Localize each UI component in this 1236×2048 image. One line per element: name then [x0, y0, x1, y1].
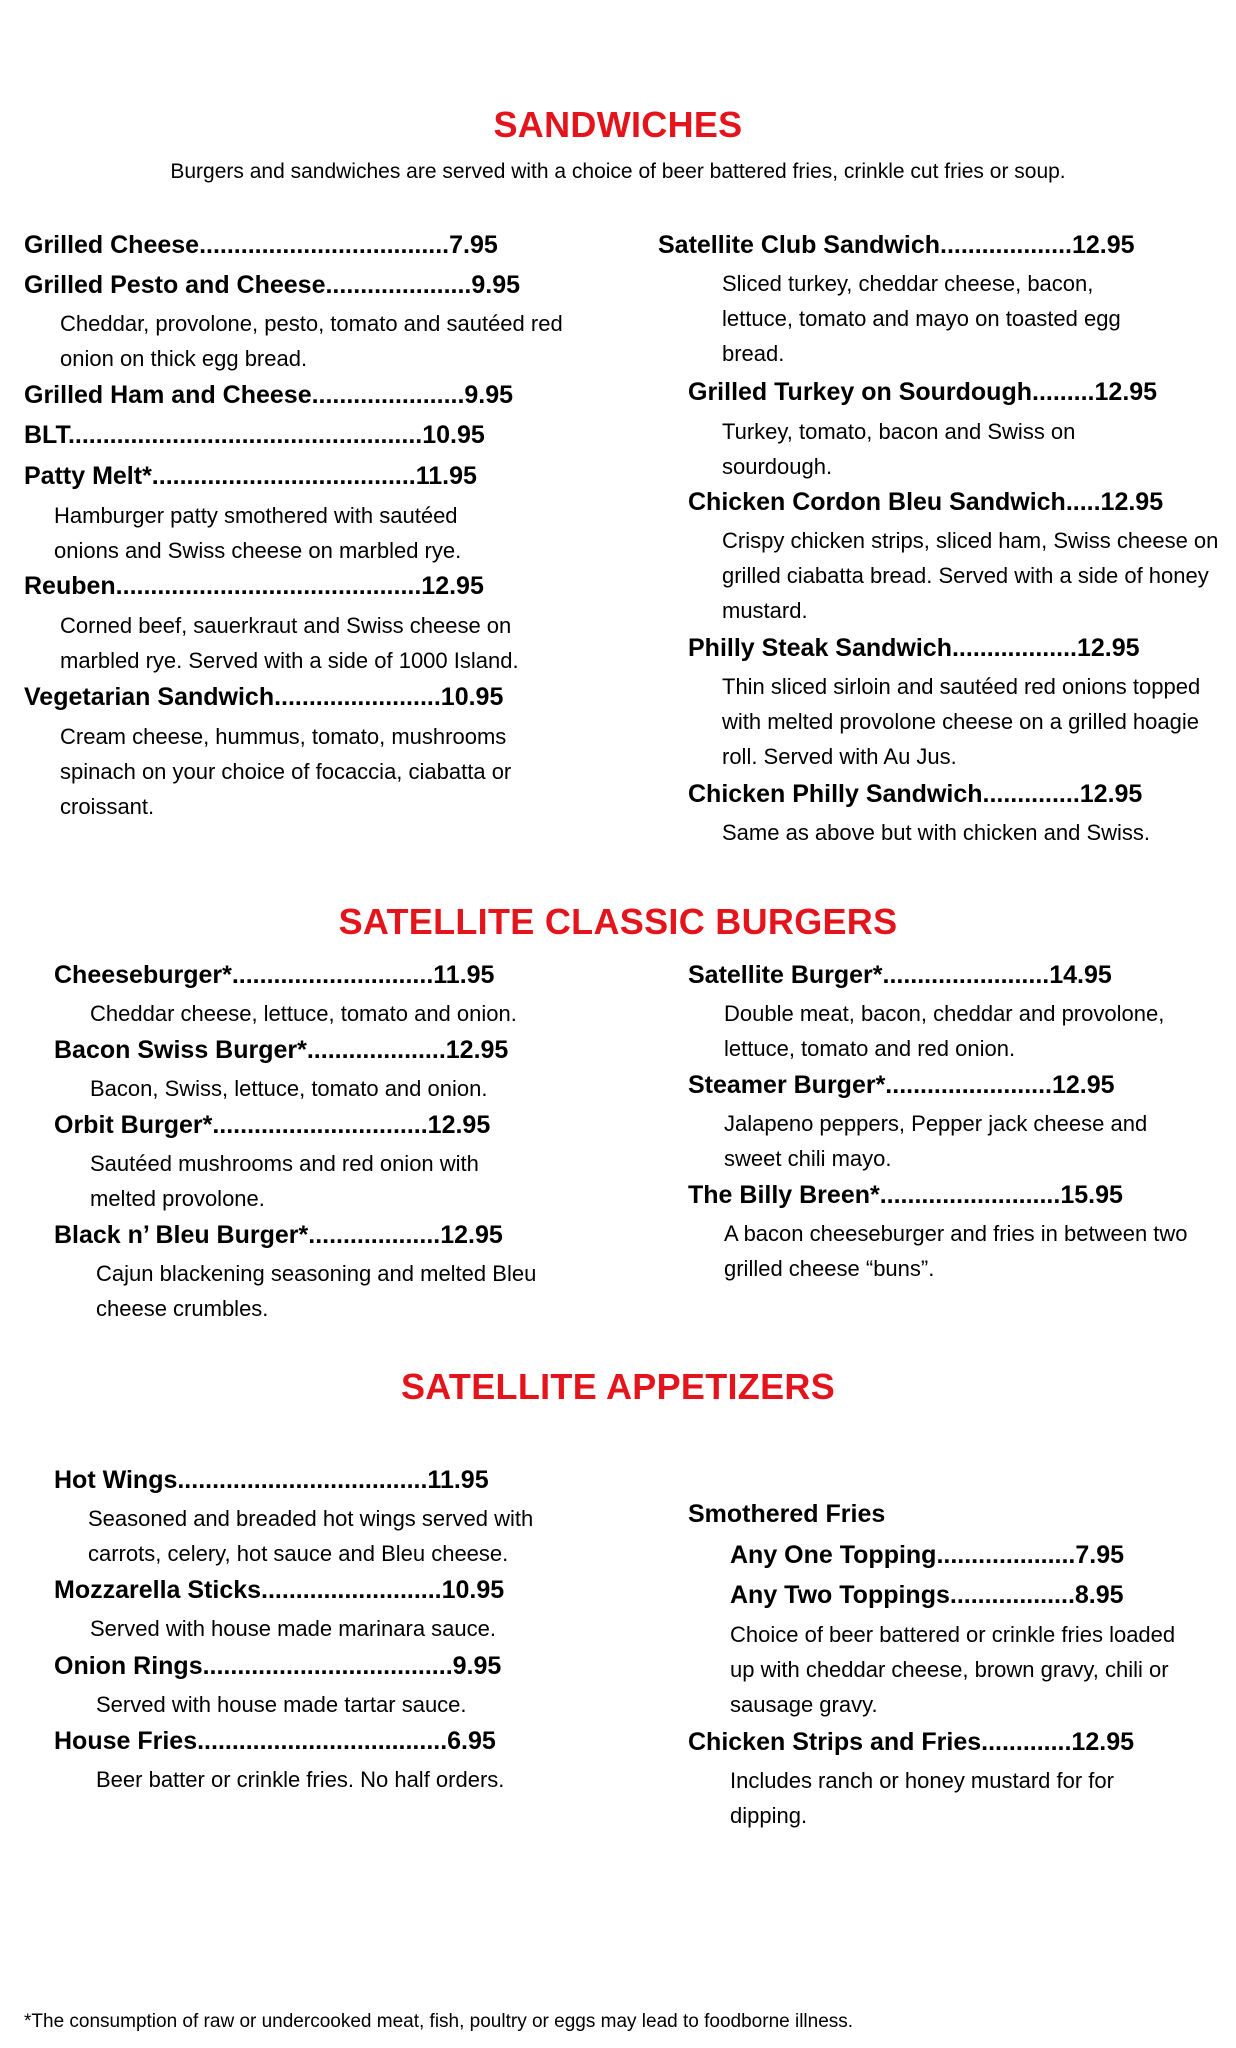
menu-item-description: Seasoned and breaded hot wings served with carrots, celery, hot sauce and Bleu cheese.: [88, 1506, 534, 1566]
menu-item-description: Cream cheese, hummus, tomato, mushrooms spinach on your choice of focaccia, ciabatta or croissant.: [60, 724, 512, 819]
appetizers-heading: SATELLITE APPETIZERS: [400, 1366, 836, 1407]
menu-item-bacon-swiss-burger: Bacon Swiss Burger*....................12.95: [54, 1036, 509, 1064]
menu-item-satellite-burger: Satellite Burger*........................14.95: [688, 961, 1112, 989]
menu-item-description: Jalapeno peppers, Pepper jack cheese and sweet chili mayo.: [724, 1111, 1148, 1171]
menu-item-description: Served with house made marinara sauce.: [90, 1616, 496, 1641]
menu-item-cheeseburger: Cheeseburger*.............................11.95: [54, 961, 495, 989]
menu-item-description: Cajun blackening seasoning and melted Bleu cheese crumbles.: [96, 1261, 537, 1321]
menu-item-mozzarella-sticks: Mozzarella Sticks..........................10.95: [54, 1576, 505, 1604]
footnote: *The consumption of raw or undercooked meat, fish, poultry or eggs may lead to foodborne illness.: [24, 2011, 854, 2032]
menu-item-black-n-bleu-burger: Black n’ Bleu Burger*...................12.95: [54, 1221, 503, 1249]
menu-item-grilled-pesto: Grilled Pesto and Cheese.....................9.95: [24, 271, 521, 299]
menu-item-vegetarian: Vegetarian Sandwich........................10.95: [24, 683, 504, 711]
menu-item-grilled-ham: Grilled Ham and Cheese......................9.95: [24, 381, 514, 409]
sandwiches-intro: Burgers and sandwiches are served with a choice of beer battered fries, crinkle cut fries or soup.: [170, 160, 1066, 183]
sandwiches-heading: SANDWICHES: [493, 104, 743, 145]
menu-item-description: Beer batter or crinkle fries. No half orders.: [96, 1767, 505, 1792]
menu-item-description: Crispy chicken strips, sliced ham, Swiss cheese on grilled ciabatta bread. Served with a side of honey mustard.: [722, 528, 1219, 623]
menu-item-description: Same as above but with chicken and Swiss.: [722, 820, 1151, 845]
menu-item-description: Cheddar cheese, lettuce, tomato and onion.: [90, 1001, 517, 1026]
menu-item-description: Sautéed mushrooms and red onion with melted provolone.: [90, 1151, 479, 1211]
menu-item-description: Thin sliced sirloin and sautéed red onions topped with melted provolone cheese on a grilled hoagie roll. Served with Au Jus.: [722, 674, 1201, 769]
menu-item-billy-breen: The Billy Breen*..........................15.95: [688, 1181, 1123, 1209]
menu-item-philly-steak: Philly Steak Sandwich..................12.95: [688, 634, 1140, 662]
menu-item-description: Served with house made tartar sauce.: [96, 1692, 467, 1717]
menu-item-description: Hamburger patty smothered with sautéed onions and Swiss cheese on marbled rye.: [54, 503, 462, 563]
menu-item-description: Turkey, tomato, bacon and Swiss on sourdough.: [722, 419, 1076, 479]
menu-item-chicken-philly: Chicken Philly Sandwich..............12.95: [688, 780, 1143, 808]
menu-item-blt: BLT...................................................10.95: [24, 421, 485, 449]
menu-item-orbit-burger: Orbit Burger*...............................12.95: [54, 1111, 491, 1139]
menu-item-steamer-burger: Steamer Burger*........................12.95: [688, 1071, 1115, 1099]
menu-item-grilled-cheese: Grilled Cheese....................................7.95: [24, 231, 498, 259]
menu-item-description: Sliced turkey, cheddar cheese, bacon, lettuce, tomato and mayo on toasted egg bread.: [722, 271, 1121, 366]
menu-item-description: Choice of beer battered or crinkle fries loaded up with cheddar cheese, brown gravy, chili or sausage gravy.: [730, 1622, 1176, 1717]
menu-item-description: Includes ranch or honey mustard for for dipping.: [730, 1768, 1114, 1828]
menu-item-patty-melt: Patty Melt*......................................11.95: [24, 462, 477, 490]
menu-item-hot-wings: Hot Wings....................................11.95: [54, 1466, 489, 1494]
menu-item-chicken-strips: Chicken Strips and Fries.............12.95: [688, 1728, 1134, 1756]
menu-item-one-topping: Any One Topping....................7.95: [730, 1541, 1125, 1569]
menu-item-description: Double meat, bacon, cheddar and provolone, lettuce, tomato and red onion.: [724, 1001, 1165, 1061]
menu-item-description: Corned beef, sauerkraut and Swiss cheese on marbled rye. Served with a side of 1000 Island.: [60, 613, 519, 673]
menu-item-description: Cheddar, provolone, pesto, tomato and sautéed red onion on thick egg bread.: [60, 311, 563, 371]
menu-item-description: A bacon cheeseburger and fries in between two grilled cheese “buns”.: [724, 1221, 1188, 1281]
menu-item-two-toppings: Any Two Toppings..................8.95: [730, 1581, 1124, 1609]
menu-item-chicken-cordon-bleu: Chicken Cordon Bleu Sandwich.....12.95: [688, 488, 1164, 516]
menu-item-reuben: Reuben............................................12.95: [24, 572, 484, 600]
menu-item-house-fries: House Fries....................................6.95: [54, 1727, 496, 1755]
menu-item-satellite-club: Satellite Club Sandwich...................12.95: [658, 231, 1135, 259]
burgers-heading: SATELLITE CLASSIC BURGERS: [338, 901, 898, 942]
menu-item-grilled-turkey: Grilled Turkey on Sourdough.........12.95: [688, 378, 1158, 406]
menu-item-smothered-fries: Smothered Fries: [688, 1500, 886, 1528]
menu-item-description: Bacon, Swiss, lettuce, tomato and onion.: [90, 1076, 488, 1101]
menu-item-onion-rings: Onion Rings....................................9.95: [54, 1652, 502, 1680]
